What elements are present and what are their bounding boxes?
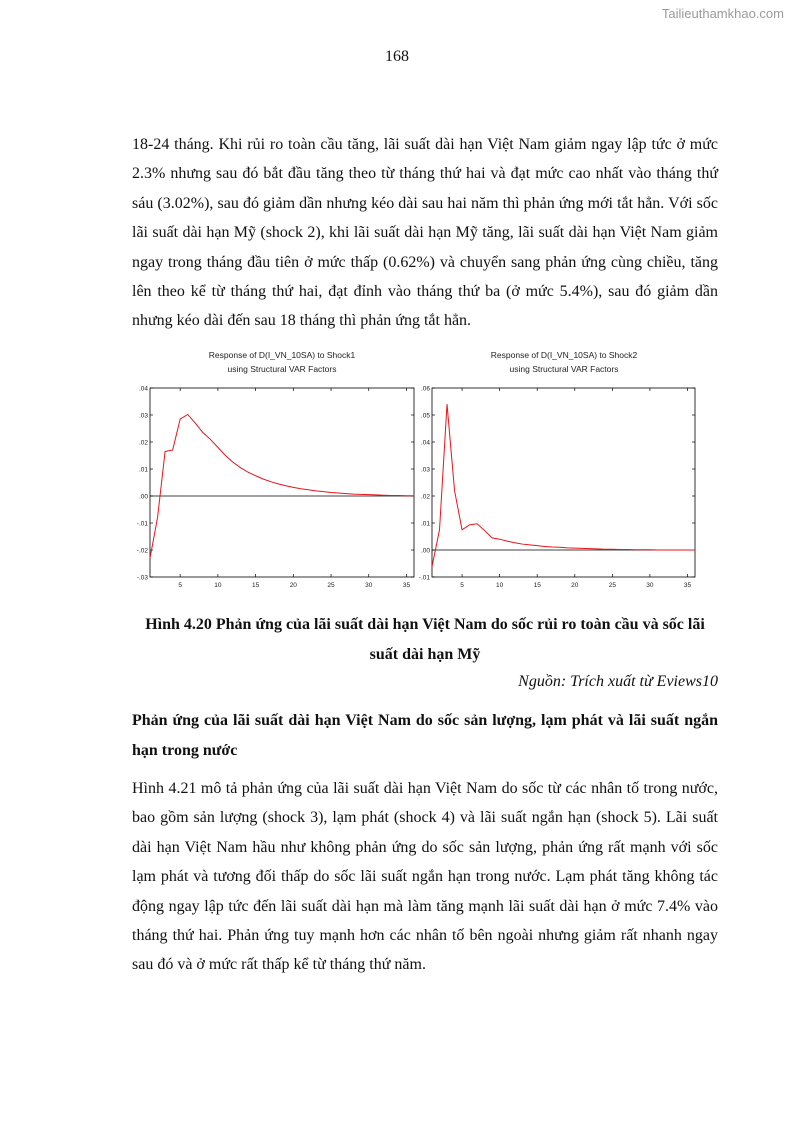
x-tick-label: 10 xyxy=(496,582,504,589)
chart-title: Response of D(I_VN_10SA) to Shock1 xyxy=(208,350,356,360)
y-tick-label: .01 xyxy=(138,466,148,474)
body-paragraph-2: Hình 4.21 mô tả phản ứng của lãi suất dài hạn Việt Nam do sốc từ các nhân tố trong nước, bao gồm sản lượng (shock 3), lạm phát (shock 4) và lãi suất ngắn hạn (shock 5). Lãi suất dài hạn Việt Nam hầu như không phản ứng do sốc sản lượng, phản ứng rất mạnh với sốc lạm phát và tương đối thấp do sốc lãi suất ngắn hạn trong nước. Lạm phát tăng không tác động ngay lập tức đến lãi suất dài hạn mà làm tăng mạnh lãi suất dài hạn ở mức 7.4% vào tháng thứ hai. Phản ứng tuy mạnh hơn các nhân tố bên ngoài nhưng giảm rất nhanh ngay sau đó và ở mức rất thấp kể từ tháng thứ năm. xyxy=(132,780,718,974)
y-tick-label: -.03 xyxy=(136,574,148,582)
series-line-shock1 xyxy=(150,414,414,558)
y-tick-label: .00 xyxy=(138,493,148,501)
y-tick-label: .01 xyxy=(420,520,430,528)
y-tick-label: -.02 xyxy=(136,547,148,555)
x-tick-label: 25 xyxy=(608,582,616,589)
x-tick-label: 35 xyxy=(402,582,411,589)
page-number: 168 xyxy=(385,48,409,65)
irf-chart-shock1 xyxy=(132,348,422,598)
x-tick-label: 5 xyxy=(460,582,464,589)
x-tick-label: 20 xyxy=(289,582,297,589)
chart-subtitle: using Structural VAR Factors xyxy=(509,364,619,374)
y-tick-label: .04 xyxy=(420,439,430,447)
irf-chart-shock2 xyxy=(407,348,697,598)
x-tick-label: 25 xyxy=(327,582,335,589)
y-tick-label: -.01 xyxy=(418,574,430,582)
y-tick-label: -.01 xyxy=(136,520,148,528)
y-tick-label: .02 xyxy=(138,439,148,447)
x-tick-label: 15 xyxy=(533,582,541,589)
x-tick-label: 20 xyxy=(571,582,579,589)
figure-caption: Hình 4.20 Phản ứng của lãi suất dài hạn Việt Nam do sốc rủi ro toàn cầu và sốc lãi suất dài hạn Mỹ xyxy=(145,616,705,663)
x-tick-label: 10 xyxy=(214,582,222,589)
x-tick-label: 15 xyxy=(251,582,260,589)
figure-source: Nguồn: Trích xuất từ Eviews10 xyxy=(518,673,718,690)
chart-subtitle: using Structural VAR Factors xyxy=(227,364,337,374)
y-tick-label: .05 xyxy=(420,412,430,420)
chart-svg-shock2 xyxy=(407,348,697,598)
y-tick-label: .06 xyxy=(420,385,430,393)
body-paragraph-1: 18-24 tháng. Khi rủi ro toàn cầu tăng, lãi suất dài hạn Việt Nam giảm ngay lập tức ở mức 2.3% nhưng sau đó bắt đầu tăng theo từ tháng thứ hai và đạt mức cao nhất vào tháng thứ sáu (3.02%), sau đó giảm dần nhưng kéo dài sau hai năm thì phản ứng mới tắt hẳn. Với sốc lãi suất dài hạn Mỹ (shock 2), khi lãi suất dài hạn Mỹ tăng, lãi suất dài hạn Việt Nam giảm ngay trong tháng đầu tiên ở mức thấp (0.62%) và chuyển sang phản ứng cùng chiều, tăng lên theo kể từ tháng thứ hai, đạt đỉnh vào tháng thứ ba (ở mức 5.4%), sau đó giảm dần nhưng kéo dài đến sau 18 tháng thì phản ứng tắt hẳn. xyxy=(132,136,718,330)
series-line-shock2 xyxy=(432,404,695,567)
y-tick-label: .03 xyxy=(138,412,148,420)
x-tick-label: 30 xyxy=(646,582,654,589)
y-tick-label: .02 xyxy=(420,493,430,501)
figure-4-20 xyxy=(132,348,718,598)
y-tick-label: .00 xyxy=(420,547,430,555)
x-tick-label: 5 xyxy=(178,582,182,589)
chart-title: Response of D(I_VN_10SA) to Shock2 xyxy=(490,350,638,360)
section-heading: Phản ứng của lãi suất dài hạn Việt Nam do sốc sản lượng, lạm phát và lãi suất ngắn hạn trong nước xyxy=(132,712,718,759)
x-tick-label: 35 xyxy=(683,582,692,589)
plot-frame xyxy=(432,388,695,577)
y-tick-label: .03 xyxy=(420,466,430,474)
y-tick-label: .04 xyxy=(138,385,148,393)
chart-svg-shock1 xyxy=(132,348,422,598)
watermark: Tailieuthamkhao.com xyxy=(661,6,784,21)
x-tick-label: 30 xyxy=(365,582,373,589)
